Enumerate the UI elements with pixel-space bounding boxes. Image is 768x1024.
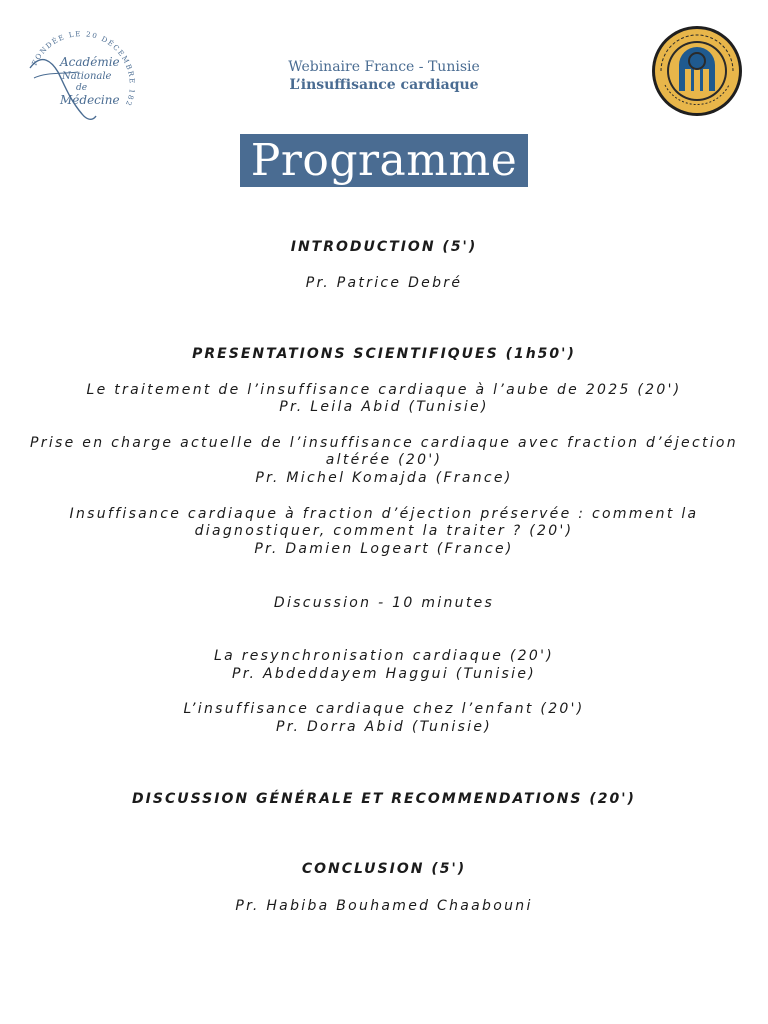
svg-text:de: de — [76, 83, 88, 93]
talk5-title: L’insuffisance cardiaque chez l’enfant (20') — [183, 701, 585, 717]
talk1-speaker: Pr. Leila Abid (Tunisie) — [279, 399, 489, 415]
svg-text:Médecine: Médecine — [60, 93, 120, 107]
conclusion-heading: CONCLUSION (5') — [301, 861, 467, 877]
talk2-title-line1: Prise en charge actuelle de l’insuffisance cardiaque avec fraction d’éjection — [30, 435, 738, 451]
talk4-title: La resynchronisation cardiaque (20') — [213, 648, 555, 664]
page-title: Programme — [240, 134, 528, 187]
intro-heading: INTRODUCTION (5') — [290, 239, 478, 255]
talk4-speaker: Pr. Abdeddayem Haggui (Tunisie) — [231, 666, 536, 682]
talk1-title: Le traitement de l’insuffisance cardiaque à l’aube de 2025 (20') — [86, 382, 682, 398]
talk3-title-line1: Insuffisance cardiaque à fraction d’éjection préservée : comment la — [69, 506, 699, 522]
talk2-speaker: Pr. Michel Komajda (France) — [255, 470, 513, 486]
svg-text:Académie: Académie — [60, 55, 120, 69]
webinar-subtitle: Webinaire France - Tunisie — [288, 59, 480, 75]
webinar-topic: L’insuffisance cardiaque — [289, 77, 479, 93]
webinar-header — [0, 58, 768, 94]
svg-text:FONDÉE LE 20 DÉCEMBRE 1820: FONDÉE LE 20 DÉCEMBRE 182 — [30, 30, 136, 109]
general-discussion-heading: DISCUSSION GÉNÉRALE ET RECOMMENDATIONS (20') — [132, 791, 636, 807]
discussion-break: Discussion - 10 minutes — [273, 595, 495, 611]
conclusion-speaker: Pr. Habiba Bouhamed Chaabouni — [235, 898, 533, 914]
talk3-speaker: Pr. Damien Logeart (France) — [254, 541, 514, 557]
talk3-title-line2: diagnostiquer, comment la traiter ? (20') — [194, 523, 574, 539]
presentations-heading: PRESENTATIONS SCIENTIFIQUES (1h50') — [192, 346, 576, 362]
svg-text:Nationale: Nationale — [62, 71, 112, 82]
intro-speaker: Pr. Patrice Debré — [305, 275, 463, 291]
talk5-speaker: Pr. Dorra Abid (Tunisie) — [275, 719, 493, 735]
talk2-title-line2: altérée (20') — [325, 452, 443, 468]
